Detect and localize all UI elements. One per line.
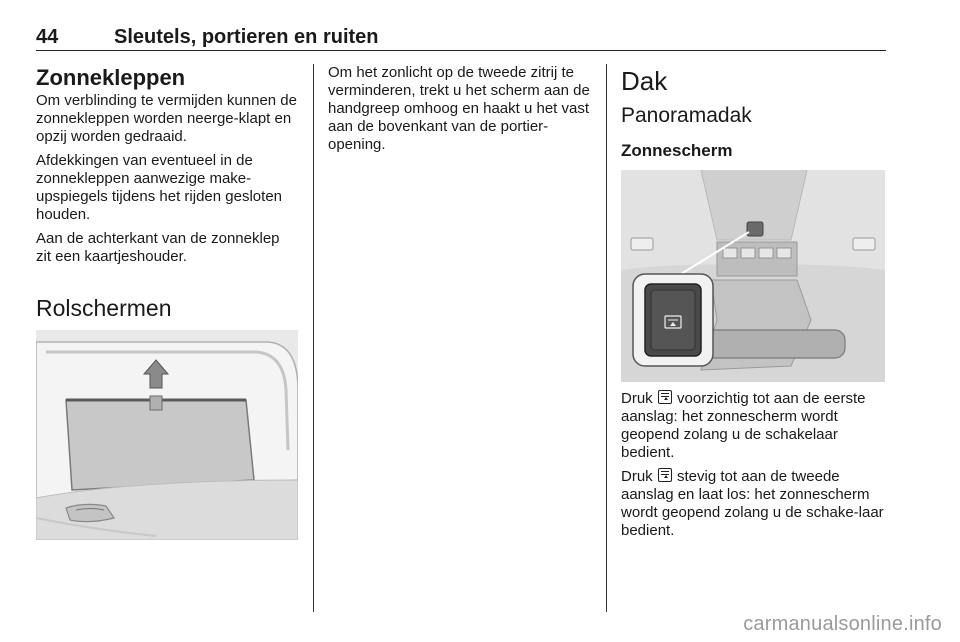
sunshade-p1-text: voorzichtig tot aan de eerste aanslag: het zonnescherm wordt geopend zolang u de schakelaar bedient. — [621, 390, 866, 461]
roller-blind-illustration — [36, 330, 298, 540]
sun-visors-paragraph-2: Afdekkingen van eventueel in de zonnekleppen aanwezige make-upspiegels tijdens het rijden gesloten houden. — [36, 152, 282, 223]
roller-blinds-paragraph: Om het zonlicht op de tweede zitrij te verminderen, trekt u het scherm aan de handgreep omhoog en haakt u het vast aan de bovenkant van de portier-opening. — [328, 64, 590, 153]
sunshade-switch-icon — [658, 390, 672, 404]
page-number: 44 — [36, 26, 59, 48]
sunshade-switch-icon — [658, 468, 672, 482]
sun-visors-heading: Zonnekleppen — [36, 65, 186, 90]
watermark: carmanualsonline.info — [743, 613, 942, 635]
column-divider-1 — [313, 64, 314, 612]
sunshade-p1-lead: Druk — [621, 390, 653, 407]
sun-visors-paragraph-1: Om verblinding te vermijden kunnen de zonnekleppen worden neerge-klapt en opzij worden gedraaid. — [36, 92, 297, 145]
sunshade-switch-illustration — [621, 170, 885, 382]
roof-heading: Dak — [621, 66, 668, 96]
column-2 — [328, 64, 592, 160]
sun-visors-paragraph-3: Aan de achterkant van de zonneklep zit een kaartjeshouder. — [36, 230, 280, 265]
page-header — [36, 26, 886, 52]
sunshade-p2-lead: Druk — [621, 468, 653, 485]
panoramic-roof-heading: Panoramadak — [621, 104, 752, 127]
sunshade-paragraph-2 — [621, 468, 887, 540]
chapter-title: Sleutels, portieren en ruiten — [114, 26, 379, 48]
sunshade-heading: Zonnescherm — [621, 141, 733, 160]
sunshade-p2-text: stevig tot aan de tweede aanslag en laat los: het zonnescherm wordt geopend zolang u de schake-laar bedient. — [621, 468, 884, 539]
roller-blinds-heading: Rolschermen — [36, 295, 172, 321]
sunshade-paragraph-1 — [621, 390, 887, 462]
header-rule — [36, 50, 886, 51]
column-1 — [36, 64, 298, 548]
column-divider-2 — [606, 64, 607, 612]
column-3 — [621, 64, 887, 546]
